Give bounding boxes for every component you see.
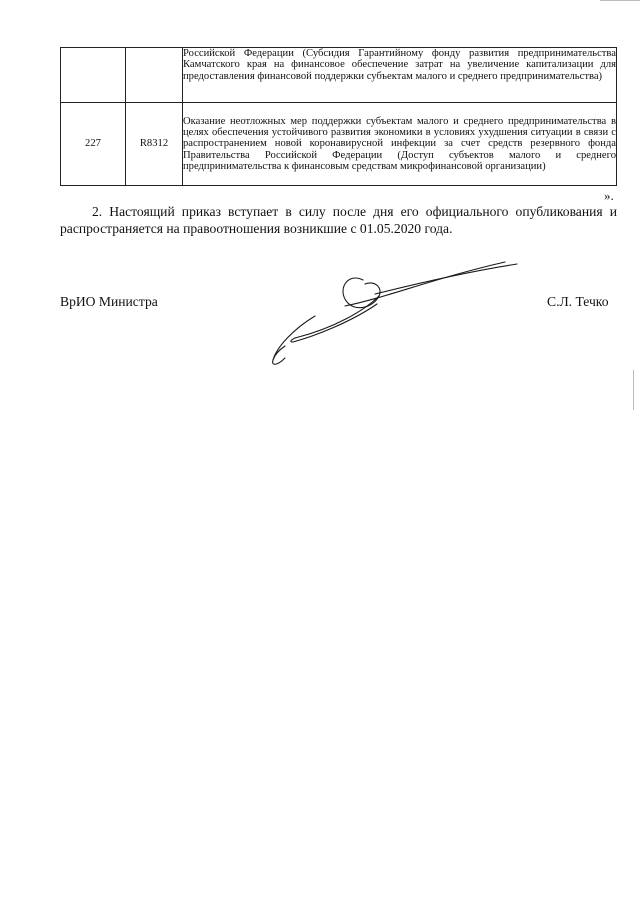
table-row — [61, 48, 617, 103]
handwritten-signature — [255, 250, 525, 370]
code-cell: R8312 — [126, 103, 183, 186]
signer-name: С.Л. Течко — [547, 294, 609, 309]
description-cell: Оказание неотложных мер поддержки субъектам малого и среднего предпринимательства в целях обеспечения устойчивого развития экономики в условиях ухудшения ситуации в связи с распространением новой коронавирусной инфекции за счет средств резервного фонда Правительства Российской Федерации (Доступ субъектов малого и среднего предпринимательства к финансовым средствам микрофинансовой организации) — [183, 103, 617, 186]
paragraph-2: 2. Настоящий приказ вступает в силу после дня его официального опубликования и распространяется на правоотношения возникшие с 01.05.2020 года. — [60, 204, 617, 236]
code-cell — [126, 48, 183, 103]
scan-edge-mark — [633, 370, 634, 410]
row-number-cell: 227 — [61, 103, 126, 186]
budget-codes-table — [60, 47, 617, 186]
table-row — [61, 103, 617, 186]
description-cell: Российской Федерации (Субсидия Гарантийному фонду развития предпринимательства Камчатского края на финансовое обеспечение затрат на увеличение капитализации для предоставления финансовой поддержки субъектам малого и среднего предпринимательства) — [183, 48, 617, 103]
row-number-cell — [61, 48, 126, 103]
signer-title: ВрИО Министра — [60, 294, 158, 309]
closing-quote: ». — [604, 188, 614, 203]
scan-corner-mark — [600, 0, 640, 1]
